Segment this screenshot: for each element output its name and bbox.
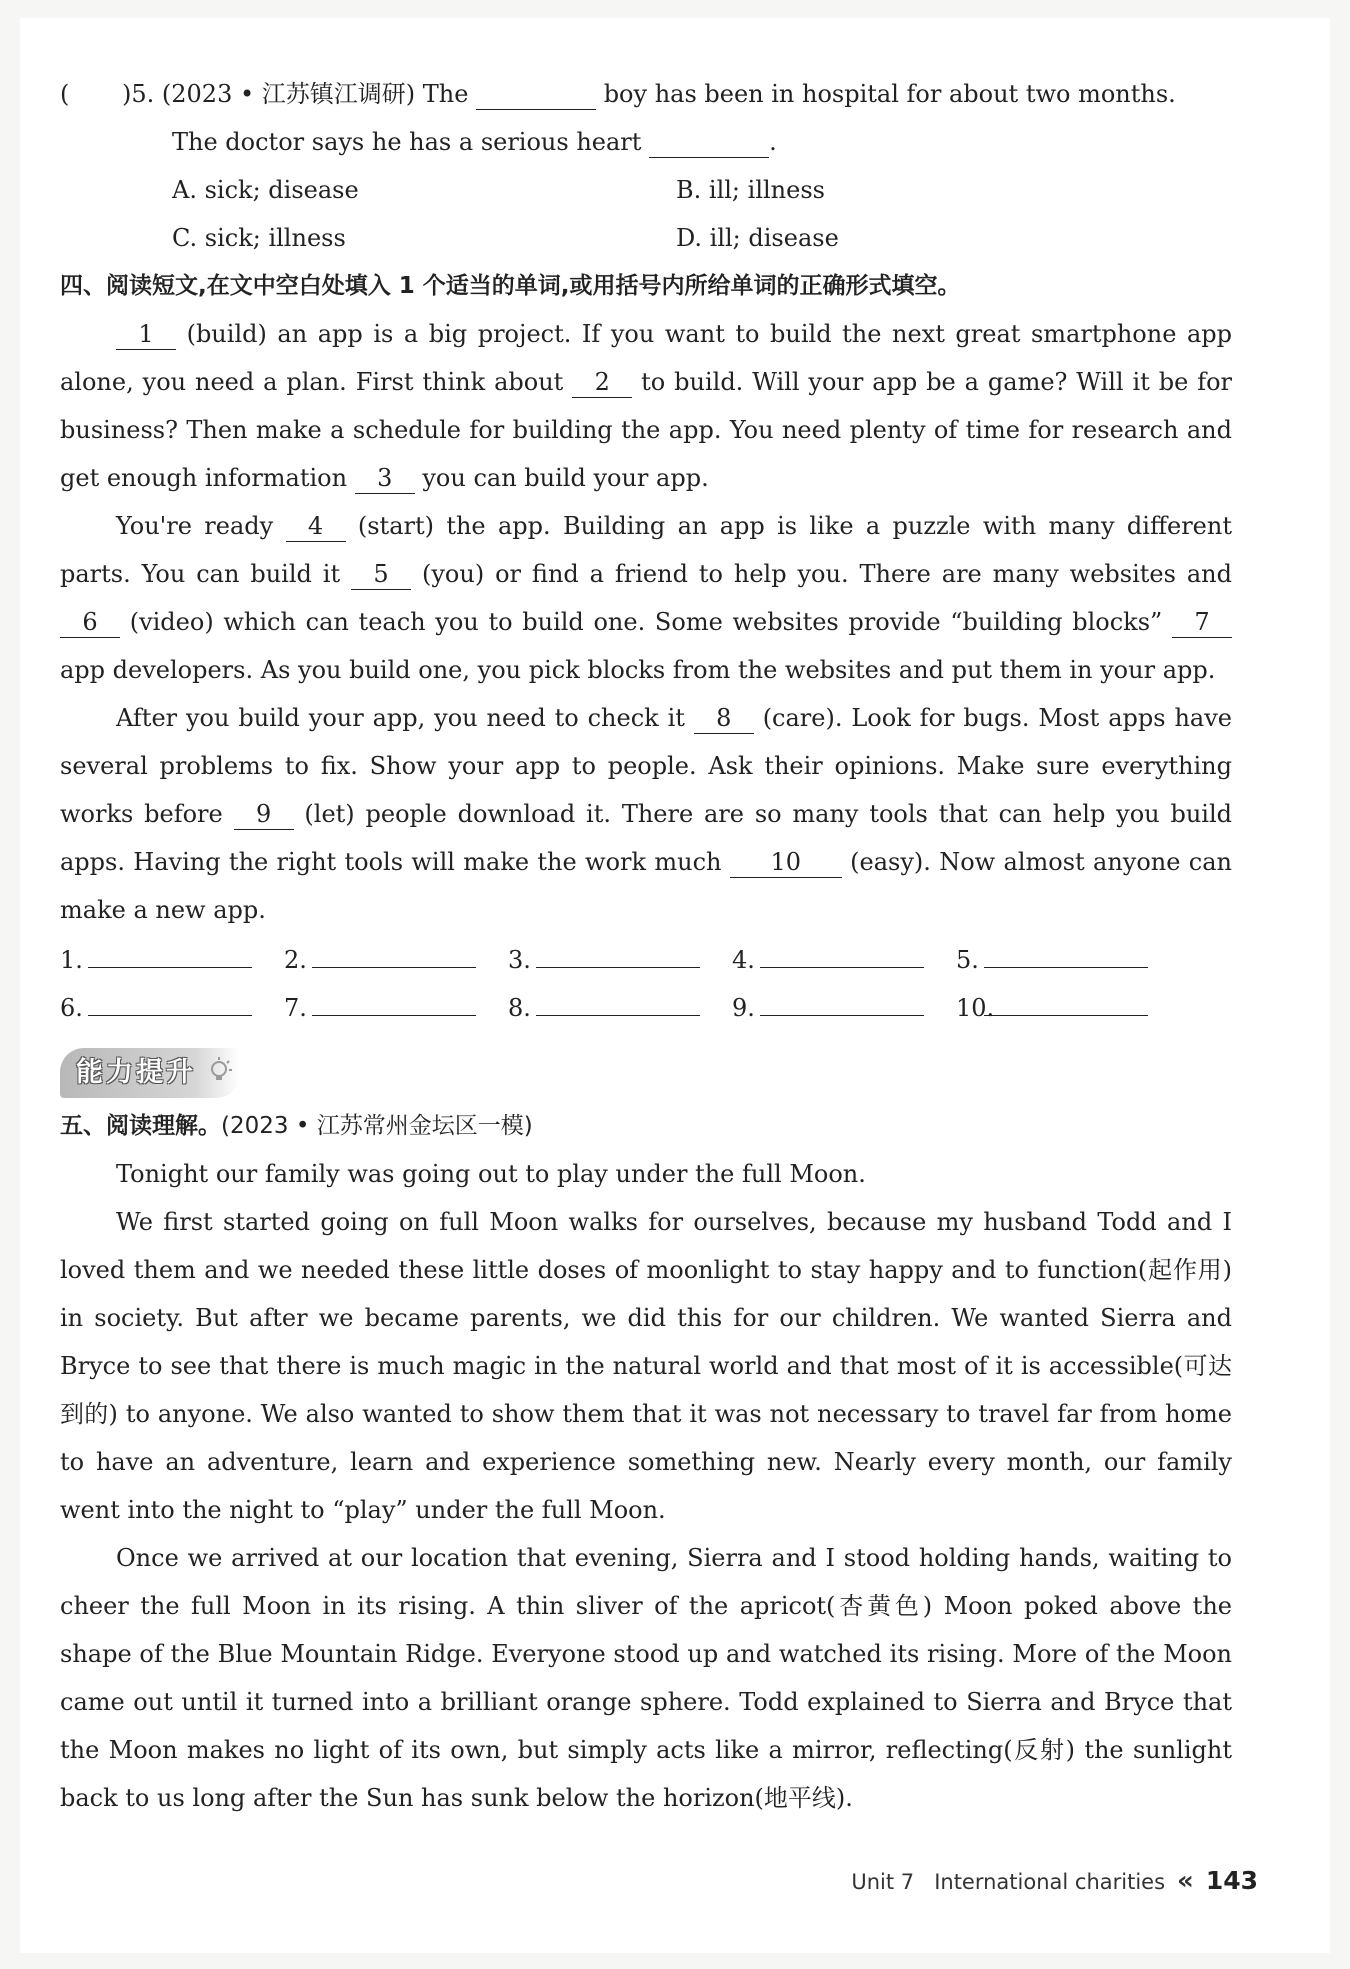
option-d[interactable]: D. ill; disease <box>676 224 839 252</box>
answer-slot-10: 10. <box>956 984 1180 1032</box>
section-4-paragraph-3: After you build your app, you need to check it 8 (care). Look for bugs. Most apps have several problems to fix. Show your app to people. Ask their opinions. Make sure everything works before 9 (let) people download it. There are so many tools that can help you build apps. Having the right tools will make the work much 10 (easy). Now almost anyone can make a new app. <box>60 704 1232 924</box>
blank-4: 4 <box>286 511 346 542</box>
blank-2: 2 <box>572 367 632 398</box>
lightbulb-icon <box>204 1056 234 1086</box>
section-5-heading: 五、阅读理解。(2023 • 江苏常州金坛区一模) <box>60 1113 533 1139</box>
answer-slot-4: 4. <box>732 936 956 984</box>
blank-10: 10 <box>730 847 842 878</box>
answer-line[interactable] <box>312 989 476 1016</box>
answer-line[interactable] <box>984 989 1148 1016</box>
page-footer <box>851 1866 1258 1896</box>
answer-slot-6: 6. <box>60 984 284 1032</box>
blank-6: 6 <box>60 607 120 638</box>
answer-line[interactable] <box>88 989 252 1016</box>
section-4-paragraph-1: 1 (build) an app is a big project. If you want to build the next great smartphone app alone, you need a plan. First think about 2 to build. Will your app be a game? Will it be for business? Then make a schedule for building the app. You need plenty of time for research and get enough information 3 you can build your app. <box>60 320 1233 492</box>
section-4-heading: 四、阅读短文,在文中空白处填入 1 个适当的单词,或用括号内所给单词的正确形式填空。 <box>60 273 961 299</box>
answer-line[interactable] <box>984 941 1148 968</box>
section-4-paragraph-2: You're ready 4 (start) the app. Building an app is like a puzzle with many different parts. You can build it 5 (you) or find a friend to help you. There are many websites and 6 (video) which can teach you to build one. Some websites provide “building blocks” 7 app developers. As you build one, you pick blocks from the websites and put them in your app. <box>60 512 1232 684</box>
ability-banner <box>60 1048 240 1098</box>
worksheet-content <box>60 70 1232 1822</box>
banner-label: 能力提升 <box>76 1057 196 1088</box>
section-5-source: (2023 • 江苏常州金坛区一模) <box>221 1113 533 1139</box>
passage-paragraph: Tonight our family was going out to play under the full Moon. <box>116 1160 866 1188</box>
blank-7: 7 <box>1172 607 1232 638</box>
q5-stem: )5. (2023 • 江苏镇江调研) The boy has been in hospital for about two months. <box>122 80 1176 108</box>
answer-slot-3: 3. <box>508 936 732 984</box>
blank-3: 3 <box>355 463 415 494</box>
q5-options-row-1 <box>60 166 1232 214</box>
double-chevron-icon: « <box>1177 1866 1194 1896</box>
footer-unit: Unit 7 International charities <box>851 1870 1166 1894</box>
question-5 <box>60 70 1232 262</box>
option-b[interactable]: B. ill; illness <box>676 176 825 204</box>
option-a[interactable]: A. sick; disease <box>172 176 359 204</box>
page-number: 143 <box>1205 1866 1258 1895</box>
answer-line[interactable] <box>760 989 924 1016</box>
answer-line[interactable] <box>536 989 700 1016</box>
answer-slot-9: 9. <box>732 984 956 1032</box>
answer-paren: ( <box>60 80 70 108</box>
answer-lines <box>60 936 1232 1032</box>
passage-paragraph: We first started going on full Moon walks for ourselves, because my husband Todd and I loved them and we needed these little doses of moonlight to stay happy and to function(起作用) in society. But after we became parents, we did this for our children. We wanted Sierra and Bryce to see that there is much magic in the natural world and that most of it is accessible(可达到的) to anyone. We also wanted to show them that it was not necessary to travel far from home to have an adventure, learn and experience something new. Nearly every month, our family went into the night to “play” under the full Moon. <box>60 1208 1232 1524</box>
passage-paragraph: Once we arrived at our location that evening, Sierra and I stood holding hands, waiting to cheer the full Moon in its rising. A thin sliver of the apricot(杏黄色) Moon poked above the shape of the Blue Mountain Ridge. Everyone stood up and watched its rising. More of the Moon came out until it turned into a brilliant orange sphere. Todd explained to Sierra and Bryce that the Moon makes no light of its own, but simply acts like a mirror, reflecting(反射) the sunlight back to us long after the Sun has sunk below the horizon(地平线). <box>60 1544 1232 1812</box>
blank-5: 5 <box>351 559 411 590</box>
q5-line-2: The doctor says he has a serious heart . <box>172 128 777 156</box>
q5-options-row-2 <box>60 214 1232 262</box>
answer-line[interactable] <box>312 941 476 968</box>
answer-slot-2: 2. <box>284 936 508 984</box>
answer-slot-7: 7. <box>284 984 508 1032</box>
option-c[interactable]: C. sick; illness <box>172 224 346 252</box>
answer-slot-8: 8. <box>508 984 732 1032</box>
blank-1: 1 <box>116 319 176 350</box>
answer-line[interactable] <box>88 941 252 968</box>
answer-slot-1: 1. <box>60 936 284 984</box>
q5-blank-2[interactable] <box>649 127 769 158</box>
blank-9: 9 <box>234 799 294 830</box>
answer-line[interactable] <box>536 941 700 968</box>
q5-blank-1[interactable] <box>476 79 596 110</box>
answer-slot-5: 5. <box>956 936 1180 984</box>
answer-line[interactable] <box>760 941 924 968</box>
blank-8: 8 <box>694 703 754 734</box>
